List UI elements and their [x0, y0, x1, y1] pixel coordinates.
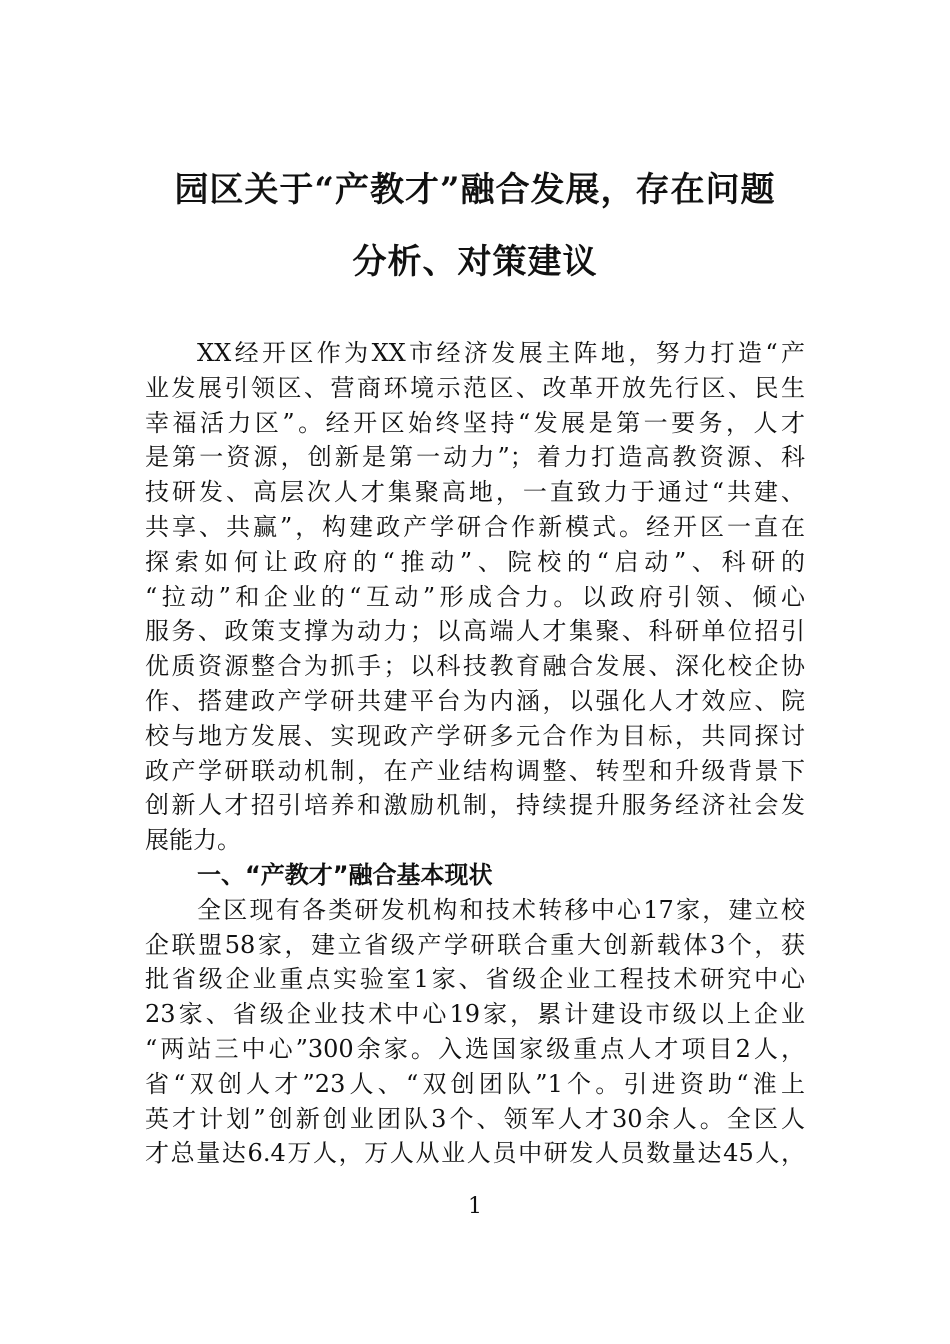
text-line: 校与地方发展、实现政产学研多元合作为目标，共同探讨	[145, 721, 805, 750]
text-line: 技研发、高层次人才集聚高地，一直致力于通过“共建、	[145, 478, 805, 507]
text-line: 全区现有各类研发机构和技术转移中心17家，建立校	[197, 895, 805, 924]
text-line: “拉动”和企业的“互动”形成合力。以政府引领、倾心	[145, 582, 805, 611]
text-line: 批省级企业重点实验室1家、省级企业工程技术研究中心	[145, 965, 805, 994]
page-number: 1	[468, 1194, 482, 1219]
document-body	[145, 336, 805, 1171]
text-line: 政产学研联动机制，在产业结构调整、转型和升级背景下	[145, 756, 805, 785]
text-line: 英才计划”创新创业团队3个、领军人才30余人。全区人	[145, 1104, 805, 1133]
text-line: XX经开区作为XX市经济发展主阵地，努力打造“产	[197, 339, 805, 367]
text-line: 服务、政策支撑为动力；以高端人才集聚、科研单位招引	[145, 617, 805, 646]
text-line: 才总量达6.4万人，万人从业人员中研发人员数量达45人，	[145, 1139, 805, 1168]
text-line: 展能力。	[145, 826, 241, 855]
text-line: 省“双创人才”23人、“双创团队”1个。引进资助“淮上	[145, 1069, 805, 1098]
text-line: 探索如何让政府的“推动”、院校的“启动”、科研的	[145, 547, 805, 576]
document-title-line-1: 园区关于“产教才”融合发展，存在问题	[174, 170, 776, 210]
text-line: 幸福活力区”。经开区始终坚持“发展是第一要务，人才	[145, 408, 805, 437]
text-line: 优质资源整合为抓手；以科技教育融合发展、深化校企协	[145, 652, 805, 681]
text-line: 23家、省级企业技术中心19家，累计建设市级以上企业	[145, 1000, 805, 1029]
text-line: 创新人才招引培养和激励机制，持续提升服务经济社会发	[145, 791, 805, 820]
document-title-line-2: 分析、对策建议	[352, 242, 598, 282]
paragraph-intro	[145, 336, 805, 858]
text-line: 业发展引领区、营商环境示范区、改革开放先行区、民生	[145, 373, 805, 402]
section-heading: 一、“产教才”融合基本现状	[197, 860, 493, 889]
paragraph-status	[145, 893, 805, 1171]
text-line: 共享、共赢”，构建政产学研合作新模式。经开区一直在	[145, 512, 805, 541]
text-line: 作、搭建政产学研共建平台为内涵，以强化人才效应、院	[145, 686, 805, 715]
text-line: 是第一资源，创新是第一动力”；着力打造高教资源、科	[145, 443, 805, 472]
text-line: “两站三中心”300余家。入选国家级重点人才项目2人，	[145, 1034, 805, 1063]
text-line: 企联盟58家，建立省级产学研联合重大创新载体3个，获	[145, 930, 805, 959]
